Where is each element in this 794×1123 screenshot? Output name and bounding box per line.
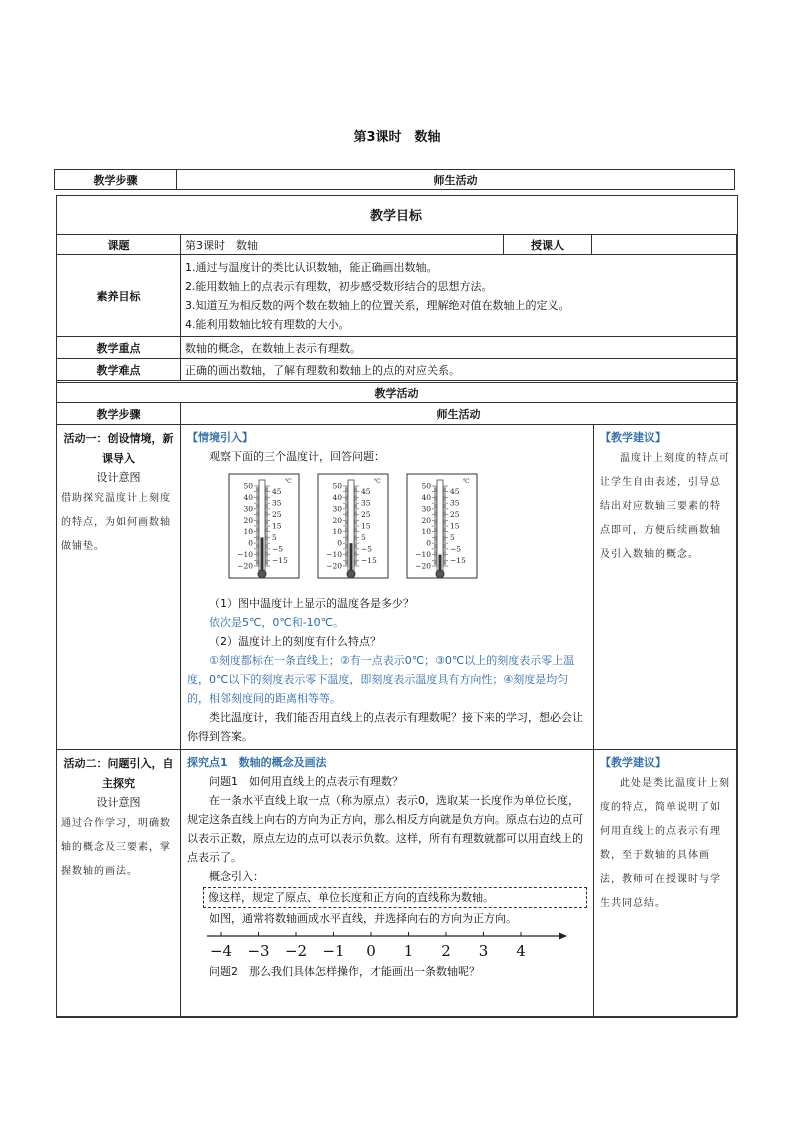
left-tick-label: 0	[248, 538, 253, 548]
activity2-title: 活动二：问题引入，自主探究	[63, 757, 174, 790]
right-tick-label: −5	[272, 544, 284, 554]
act-col-steps: 教学步骤	[57, 403, 181, 425]
right-tick-label: 15	[450, 521, 460, 531]
left-tick-label: 20	[332, 515, 342, 525]
right-tick-label: 25	[272, 510, 282, 520]
axis-tick-label: 4	[516, 942, 526, 960]
literacy-item: 1.通过与温度计的类比认识数轴，能正确画出数轴。	[185, 260, 438, 274]
number-line-figure	[207, 928, 587, 962]
literacy-label: 素养目标	[57, 255, 181, 337]
act-col-activities: 师生活动	[181, 403, 737, 425]
left-tick-label: 40	[332, 492, 342, 502]
topic-value: 第3课时 数轴	[181, 235, 504, 255]
left-tick-label: 40	[243, 492, 253, 502]
axis-tick-label: −2	[284, 942, 308, 960]
left-tick-label: −20	[237, 561, 253, 571]
goals-table	[56, 234, 737, 381]
left-tick-label: 30	[243, 504, 253, 514]
right-tick-label: 25	[450, 510, 460, 520]
mercury-column	[439, 555, 442, 572]
left-tick-label: 40	[421, 492, 431, 502]
left-tick-label: 0	[426, 538, 431, 548]
axis-tick-label: −4	[209, 942, 233, 960]
teacher-value	[592, 235, 737, 255]
goals-heading: 教学目标	[369, 209, 422, 224]
right-tick-label: 15	[361, 521, 371, 531]
activities-table	[56, 382, 737, 1018]
right-tick-label: 35	[361, 498, 371, 508]
top-header-table	[54, 169, 735, 190]
right-tick-label: 35	[272, 498, 282, 508]
thermometer-figure	[187, 466, 582, 594]
activity1-steps	[57, 425, 181, 750]
intro-tag: 【情境引入】	[187, 431, 253, 444]
question-b: 问题2 那么我们具体怎样操作，才能画出一条数轴呢？	[209, 965, 480, 978]
difficulty-label: 教学难点	[57, 359, 181, 381]
literacy-item: 3.知道互为相反数的两个数在数轴上的位置关系，理解绝对值在数轴上的定义。	[185, 298, 570, 312]
activity1-design-label: 设计意图	[96, 471, 141, 484]
right-tick-label: 45	[361, 487, 371, 497]
axis-tick-label: 0	[366, 942, 376, 960]
left-tick-label: −20	[326, 561, 342, 571]
left-tick-label: 50	[332, 481, 342, 491]
paragraph-2: 如图，通常将数轴画成水平直线，并选择向右的方向为正方向。	[209, 912, 517, 925]
thermometer	[407, 474, 477, 578]
right-tick-label: 5	[272, 532, 277, 542]
topic-label: 课题	[57, 235, 181, 255]
left-tick-label: 20	[421, 515, 431, 525]
right-tick-label: −15	[361, 555, 377, 565]
difficulty-value: 正确的画出数轴，了解有理数和数轴上的点的对应关系。	[181, 359, 737, 381]
thermometer	[229, 474, 299, 578]
point-title: 探究点1 数轴的概念及画法	[187, 756, 327, 769]
activity2-tips	[594, 750, 737, 1018]
activity2-content	[181, 750, 594, 1018]
literacy-item: 2.能用数轴上的点表示有理数，初步感受数形结合的思想方法。	[185, 279, 493, 293]
axis-tick-label: 3	[478, 942, 489, 960]
left-tick-label: 10	[421, 527, 431, 537]
right-tick-label: 35	[450, 498, 460, 508]
left-tick-label: 0	[337, 538, 342, 548]
closing-text: 类比温度计，我们能否用直线上的点表示有理数呢？接下来的学习，想必会让你得到答案。	[187, 711, 583, 743]
right-tick-label: 5	[450, 532, 455, 542]
right-tick-label: −15	[272, 555, 288, 565]
page-title: 第3课时 数轴	[353, 130, 441, 145]
left-tick-label: −10	[415, 550, 431, 560]
left-tick-label: 50	[243, 481, 253, 491]
left-tick-label: 20	[243, 515, 253, 525]
teacher-label: 授课人	[504, 235, 592, 255]
axis-tick-label: −1	[322, 942, 345, 960]
right-tick-label: 45	[272, 487, 282, 497]
activity1-title: 活动一：创设情境，新课导入	[63, 432, 174, 465]
thermometer-bulb	[347, 570, 355, 578]
activity1-content	[181, 425, 594, 750]
left-tick-label: −20	[415, 561, 431, 571]
axis-tick-label: −3	[247, 942, 270, 960]
question-1: （1）图中温度计上显示的温度各是多少？	[209, 597, 414, 610]
top-col-steps: 教学步骤	[55, 170, 177, 190]
question-a: 问题1 如何用直线上的点表示有理数？	[209, 775, 403, 788]
paragraph-1: 在一条水平直线上取一点（称为原点）表示0，选取某一长度作为单位长度，规定这条直线上向右的方向为正方向，那么相反方向就是负方向。原点右边的点可以表示正数，原点左边的点可以表示负数。这样，所有有理数就都可以用直线上的点表示了。	[187, 794, 583, 864]
left-tick-label: 30	[421, 504, 431, 514]
right-tick-label: −5	[361, 544, 373, 554]
intro-prompt: 观察下面的三个温度计，回答问题：	[209, 450, 385, 463]
activity2-design-label: 设计意图	[96, 796, 141, 809]
activity1-tips	[594, 425, 737, 750]
left-tick-label: 30	[332, 504, 342, 514]
activity2-steps	[57, 750, 181, 1018]
activity1-design-text: 借助探究温度计上刻度的特点，为如何画数轴做铺垫。	[61, 493, 171, 552]
answer-2: ①刻度都标在一条直线上；②有一点表示0℃；③0℃以上的刻度表示零上温度，0℃以下的刻度表示零下温度，即刻度表示温度具有方向性；④刻度是均匀的，相邻刻度间的距离相等等。	[187, 654, 575, 705]
question-2: （2）温度计上的刻度有什么特点？	[209, 635, 381, 648]
literacy-item: 4.能利用数轴比较有理数的大小。	[185, 317, 350, 331]
tip-tag: 【教学建议】	[600, 431, 666, 444]
unit-label: ℃	[463, 478, 470, 485]
axis-arrow	[559, 933, 567, 940]
key-value: 数轴的概念，在数轴上表示有理数。	[181, 337, 737, 359]
axis-tick-label: 2	[441, 942, 451, 960]
mercury-column	[350, 543, 353, 572]
top-col-activities: 师生活动	[177, 170, 735, 190]
answer-1: 依次是5℃，0℃和-10℃。	[209, 616, 345, 629]
thermometer-bulb	[436, 570, 444, 578]
thermometer-bulb	[258, 570, 266, 578]
tip-tag: 【教学建议】	[600, 756, 666, 769]
left-tick-label: −10	[237, 550, 253, 560]
right-tick-label: 45	[450, 487, 460, 497]
tip-text: 温度计上刻度的特点可让学生自由表述，引导总结出对应数轴三要素的特点即可，方便后续画数轴及引入数轴的概念。	[600, 453, 730, 560]
left-tick-label: 50	[421, 481, 431, 491]
mercury-column	[261, 537, 264, 572]
thermometer	[318, 474, 388, 578]
definition-box: 像这样，规定了原点、单位长度和正方向的直线称为数轴。	[203, 887, 587, 908]
right-tick-label: 25	[361, 510, 371, 520]
unit-label: ℃	[285, 478, 292, 485]
right-tick-label: −15	[450, 555, 466, 565]
left-tick-label: 10	[243, 527, 253, 537]
right-tick-label: −5	[450, 544, 462, 554]
right-tick-label: 15	[272, 521, 282, 531]
right-tick-label: 5	[361, 532, 366, 542]
key-label: 教学重点	[57, 337, 181, 359]
axis-tick-label: 1	[403, 942, 414, 960]
activities-heading: 教学活动	[57, 383, 737, 403]
activity2-design-text: 通过合作学习，明确数轴的概念及三要素，掌握数轴的画法。	[61, 818, 171, 877]
concept-label: 概念引入：	[209, 870, 264, 883]
tip-text: 此处是类比温度计上刻度的特点，简单说明了如何用直线上的点表示有理数，至于数轴的具体画法，教师可在授课时与学生共同总结。	[600, 778, 730, 909]
left-tick-label: 10	[332, 527, 342, 537]
unit-label: ℃	[374, 478, 381, 485]
left-tick-label: −10	[326, 550, 342, 560]
literacy-goals	[181, 255, 737, 337]
